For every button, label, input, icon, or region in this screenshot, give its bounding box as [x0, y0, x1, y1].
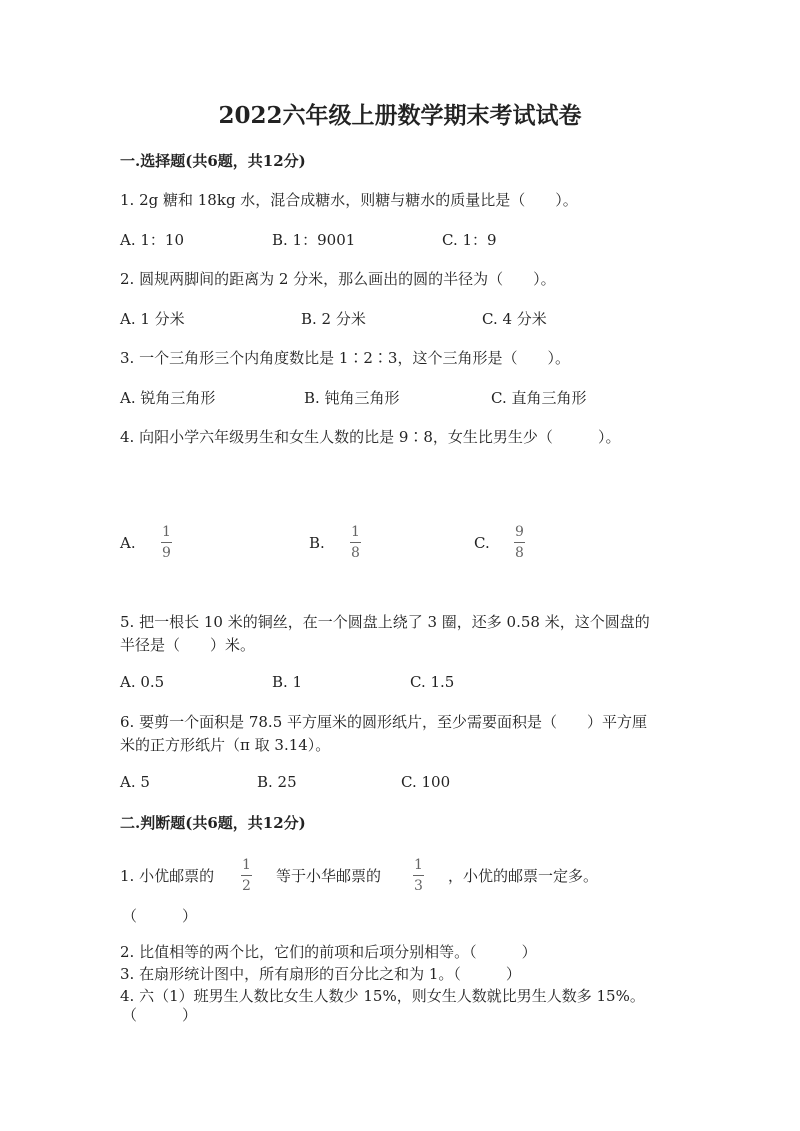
q6-option-b: B. 25 [257, 773, 297, 791]
q4-option-b: B. [309, 534, 325, 552]
question-1: 1. 2g 糖和 18kg 水，混合成糖水，则糖与糖水的质量比是（ ）。 [120, 191, 578, 209]
judge-4-answer-blank: （ ） [122, 1006, 198, 1024]
question-6-line2: 米的正方形纸片（π 取 3.14）。 [120, 736, 331, 754]
q5-option-c: C. 1.5 [410, 673, 455, 691]
judge-3: 3. 在扇形统计图中，所有扇形的百分比之和为 1。（ ） [120, 965, 521, 983]
judge-1-part1: 1. 小优邮票的 [120, 867, 215, 885]
q3-option-b: B. 钝角三角形 [304, 389, 400, 407]
q3-option-c: C. 直角三角形 [491, 389, 587, 407]
q1-option-b: B. 1：9001 [272, 231, 356, 249]
q4-option-c: C. [474, 534, 490, 552]
fraction-denominator: 8 [515, 545, 524, 561]
fraction-numerator: 1 [414, 857, 423, 873]
judge-1-answer-blank: （ ） [122, 907, 198, 925]
judge-1-fraction-2 [413, 857, 424, 894]
q3-option-a: A. 锐角三角形 [120, 389, 216, 407]
q5-option-a: A. 0.5 [120, 673, 165, 691]
section-heading-judgement: 二.判断题(共6题，共12分) [120, 814, 306, 832]
fraction-numerator: 1 [351, 524, 360, 540]
judge-1-part2: 等于小华邮票的 [276, 867, 382, 885]
fraction-numerator: 1 [242, 857, 251, 873]
fraction-numerator: 9 [515, 524, 524, 540]
fraction-denominator: 8 [351, 545, 360, 561]
fraction-denominator: 3 [414, 878, 423, 894]
judge-2: 2. 比值相等的两个比，它们的前项和后项分别相等。（ ） [120, 943, 537, 961]
q4-fraction-a [161, 524, 172, 561]
q1-option-a: A. 1：10 [120, 231, 184, 249]
q2-option-a: A. 1 分米 [120, 310, 185, 328]
fraction-denominator: 2 [242, 878, 251, 894]
question-3: 3. 一个三角形三个内角度数比是 1∶2∶3，这个三角形是（ ）。 [120, 349, 570, 367]
fraction-denominator: 9 [162, 545, 171, 561]
section-heading-choice: 一.选择题(共6题，共12分) [120, 152, 306, 170]
q2-option-b: B. 2 分米 [301, 310, 366, 328]
judge-1-part3: ，小优的邮票一定多。 [448, 867, 599, 885]
q6-option-a: A. 5 [120, 773, 150, 791]
question-6-line1: 6. 要剪一个面积是 78.5 平方厘米的圆形纸片，至少需要面积是（ ）平方厘 [120, 713, 648, 731]
q4-fraction-b [350, 524, 361, 561]
question-4: 4. 向阳小学六年级男生和女生人数的比是 9∶8，女生比男生少（ ）。 [120, 428, 621, 446]
q6-option-c: C. 100 [401, 773, 451, 791]
judge-4-line1: 4. 六（1）班男生人数比女生人数少 15%，则女生人数就比男生人数多 15%。 [120, 987, 645, 1005]
q4-fraction-c [514, 524, 525, 561]
q2-option-c: C. 4 分米 [482, 310, 547, 328]
q1-option-c: C. 1：9 [442, 231, 497, 249]
question-2: 2. 圆规两脚间的距离为 2 分米，那么画出的圆的半径为（ ）。 [120, 270, 556, 288]
page-title: 2022六年级上册数学期末考试试卷 [218, 102, 582, 129]
q4-option-a: A. [120, 534, 136, 552]
question-5-line2: 半径是（ ）米。 [120, 636, 256, 654]
judge-1-fraction-1 [241, 857, 252, 894]
question-5-line1: 5. 把一根长 10 米的铜丝，在一个圆盘上绕了 3 圈，还多 0.58 米，这个圆盘的 [120, 613, 650, 631]
fraction-numerator: 1 [162, 524, 171, 540]
q5-option-b: B. 1 [272, 673, 303, 691]
